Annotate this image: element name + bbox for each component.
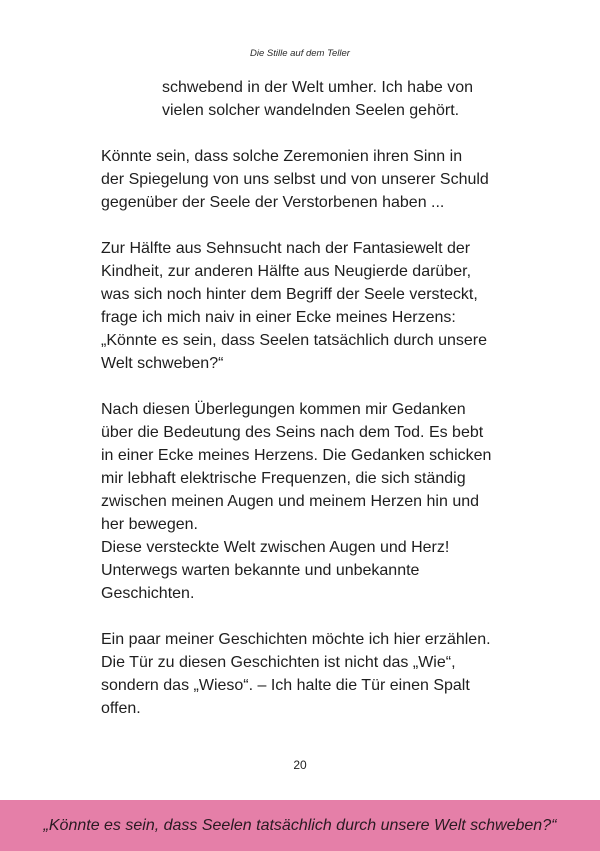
paragraph-gap bbox=[101, 122, 501, 145]
text-line: Kindheit, zur anderen Hälfte aus Neugierde darüber, bbox=[101, 263, 472, 280]
banner-quote: „Könnte es sein, dass Seelen tatsächlich durch unsere Welt schweben?“ bbox=[43, 816, 557, 834]
text-line: Ein paar meiner Geschichten möchte ich hier erzählen. bbox=[101, 631, 491, 648]
text-line: Nach diesen Überlegungen kommen mir Gedanken bbox=[101, 401, 466, 418]
text-line: offen. bbox=[101, 700, 141, 717]
text-line: mir lebhaft elektrische Frequenzen, die sich ständig bbox=[101, 470, 466, 487]
paragraph-gap bbox=[101, 605, 501, 628]
text-line: zwischen meinen Augen und meinem Herzen hin und bbox=[101, 493, 480, 510]
text-line: was sich noch hinter dem Begriff der Seele versteckt, bbox=[101, 286, 478, 303]
text-line: Diese versteckte Welt zwischen Augen und Herz! bbox=[101, 539, 450, 556]
page-number: 20 bbox=[293, 758, 307, 772]
text-line: Könnte sein, dass solche Zeremonien ihren Sinn in bbox=[101, 148, 463, 165]
text-line: der Spiegelung von uns selbst und von unserer Schuld bbox=[101, 171, 489, 188]
text-line: frage ich mich naiv in einer Ecke meines Herzens: bbox=[101, 309, 456, 326]
text-line: vielen solcher wandelnden Seelen gehört. bbox=[162, 102, 460, 119]
paragraph-gap bbox=[101, 375, 501, 398]
paragraph-gap bbox=[101, 214, 501, 237]
text-line: gegenüber der Seele der Verstorbenen haben ... bbox=[101, 194, 445, 211]
body-text bbox=[101, 76, 501, 720]
text-line: her bewegen. bbox=[101, 516, 198, 533]
running-header: Die Stille auf dem Teller bbox=[250, 48, 350, 59]
text-line: Unterwegs warten bekannte und unbekannte bbox=[101, 562, 420, 579]
quote-banner bbox=[0, 800, 600, 851]
text-line: „Könnte es sein, dass Seelen tatsächlich durch unsere bbox=[101, 332, 488, 349]
text-line: über die Bedeutung des Seins nach dem Tod. Es bebt bbox=[101, 424, 484, 441]
text-line: Geschichten. bbox=[101, 585, 195, 602]
text-line: sondern das „Wieso“. – Ich halte die Tür einen Spalt bbox=[101, 677, 470, 694]
text-line: Zur Hälfte aus Sehnsucht nach der Fantasiewelt der bbox=[101, 240, 471, 257]
text-line: schwebend in der Welt umher. Ich habe von bbox=[162, 79, 473, 96]
text-line: Die Tür zu diesen Geschichten ist nicht das „Wie“, bbox=[101, 654, 456, 671]
text-line: in einer Ecke meines Herzens. Die Gedanken schicken bbox=[101, 447, 492, 464]
text-line: Welt schweben?“ bbox=[101, 355, 224, 372]
